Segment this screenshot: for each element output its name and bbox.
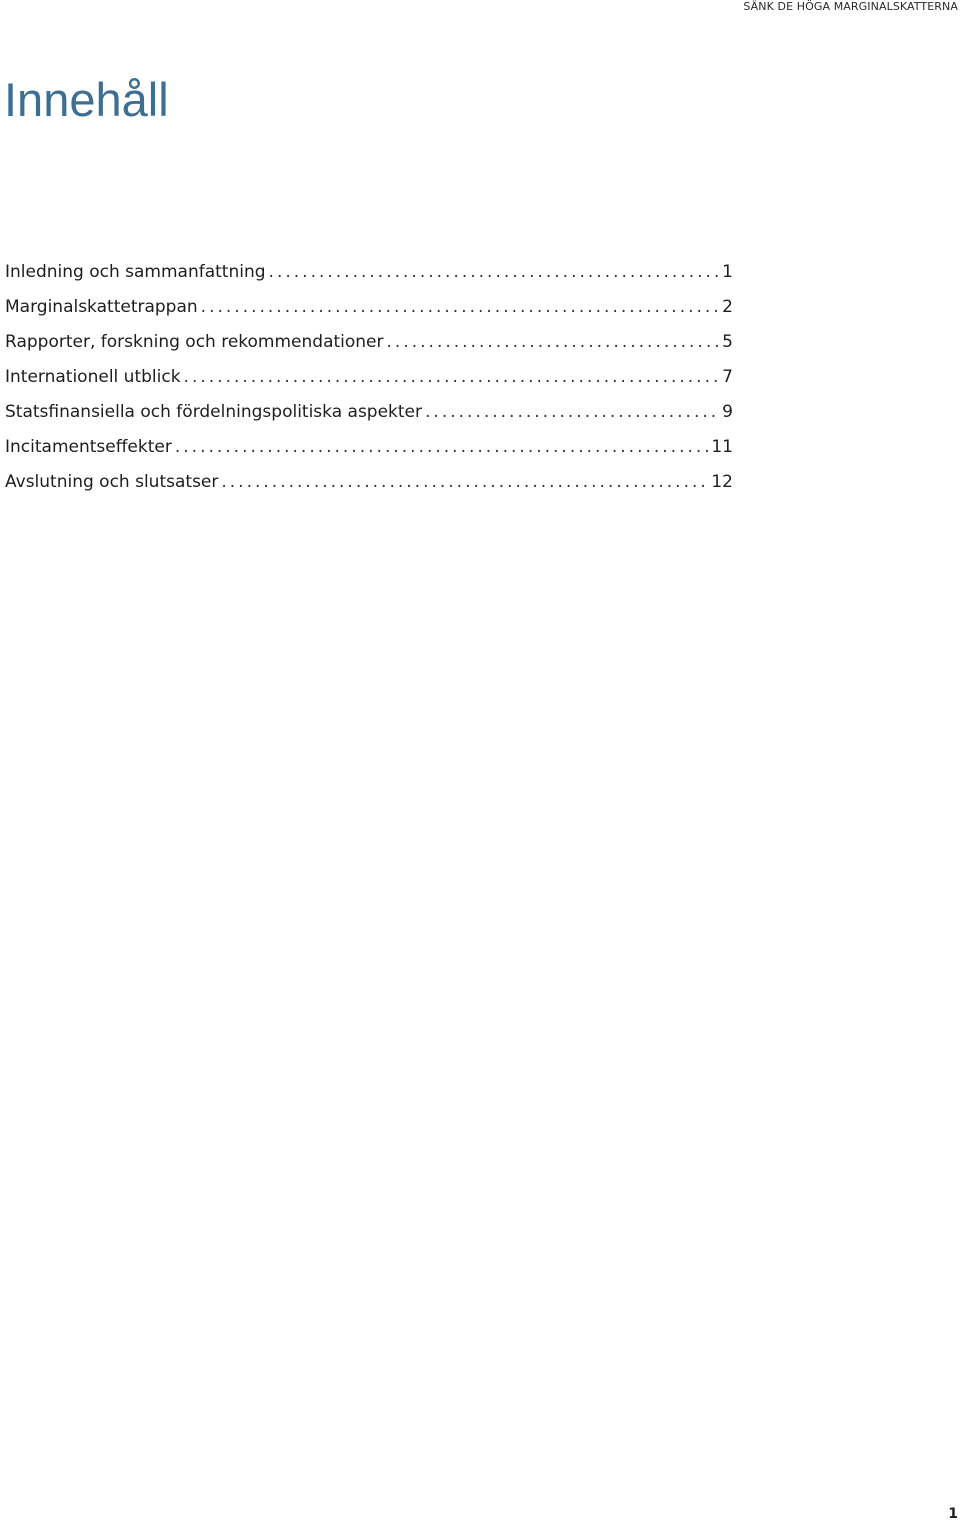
dot-leader: [269, 262, 721, 282]
dot-leader: [201, 297, 721, 317]
dot-leader: [184, 367, 721, 387]
toc-entry-title: Marginalskattetrappan: [5, 297, 198, 317]
toc-entry-page: 7: [722, 367, 733, 387]
toc-entry[interactable]: [5, 402, 733, 437]
toc-entry-title: Statsfinansiella och fördelningspolitiska aspekter: [5, 402, 423, 422]
running-header: SÄNK DE HÖGA MARGINALSKATTERNA: [743, 0, 958, 13]
toc-entry[interactable]: [5, 472, 733, 507]
page-number: 1: [948, 1506, 958, 1522]
toc-entry[interactable]: [5, 332, 733, 367]
toc-entry-page: 12: [711, 472, 733, 492]
dot-leader: [387, 332, 721, 352]
toc-entry[interactable]: [5, 437, 733, 472]
dot-leader: [425, 402, 720, 422]
page-title: Innehåll: [4, 73, 169, 126]
toc-entry-page: 1: [722, 262, 733, 282]
toc-entry-page: 11: [711, 437, 733, 457]
toc-entry-title: Avslutning och slutsatser: [5, 472, 219, 492]
toc-entry-title: Incitamentseffekter: [5, 437, 172, 457]
toc-entry[interactable]: [5, 297, 733, 332]
toc-entry[interactable]: [5, 367, 733, 402]
toc-entry-page: 5: [722, 332, 733, 352]
toc-entry-page: 2: [722, 297, 733, 317]
toc-entry-title: Inledning och sammanfattning: [5, 262, 266, 282]
table-of-contents: [5, 262, 733, 507]
toc-entry-title: Rapporter, forskning och rekommendationer: [5, 332, 384, 352]
toc-entry-page: 9: [722, 402, 733, 422]
dot-leader: [175, 437, 710, 457]
dot-leader: [221, 472, 709, 492]
toc-entry-title: Internationell utblick: [5, 367, 181, 387]
toc-entry[interactable]: [5, 262, 733, 297]
